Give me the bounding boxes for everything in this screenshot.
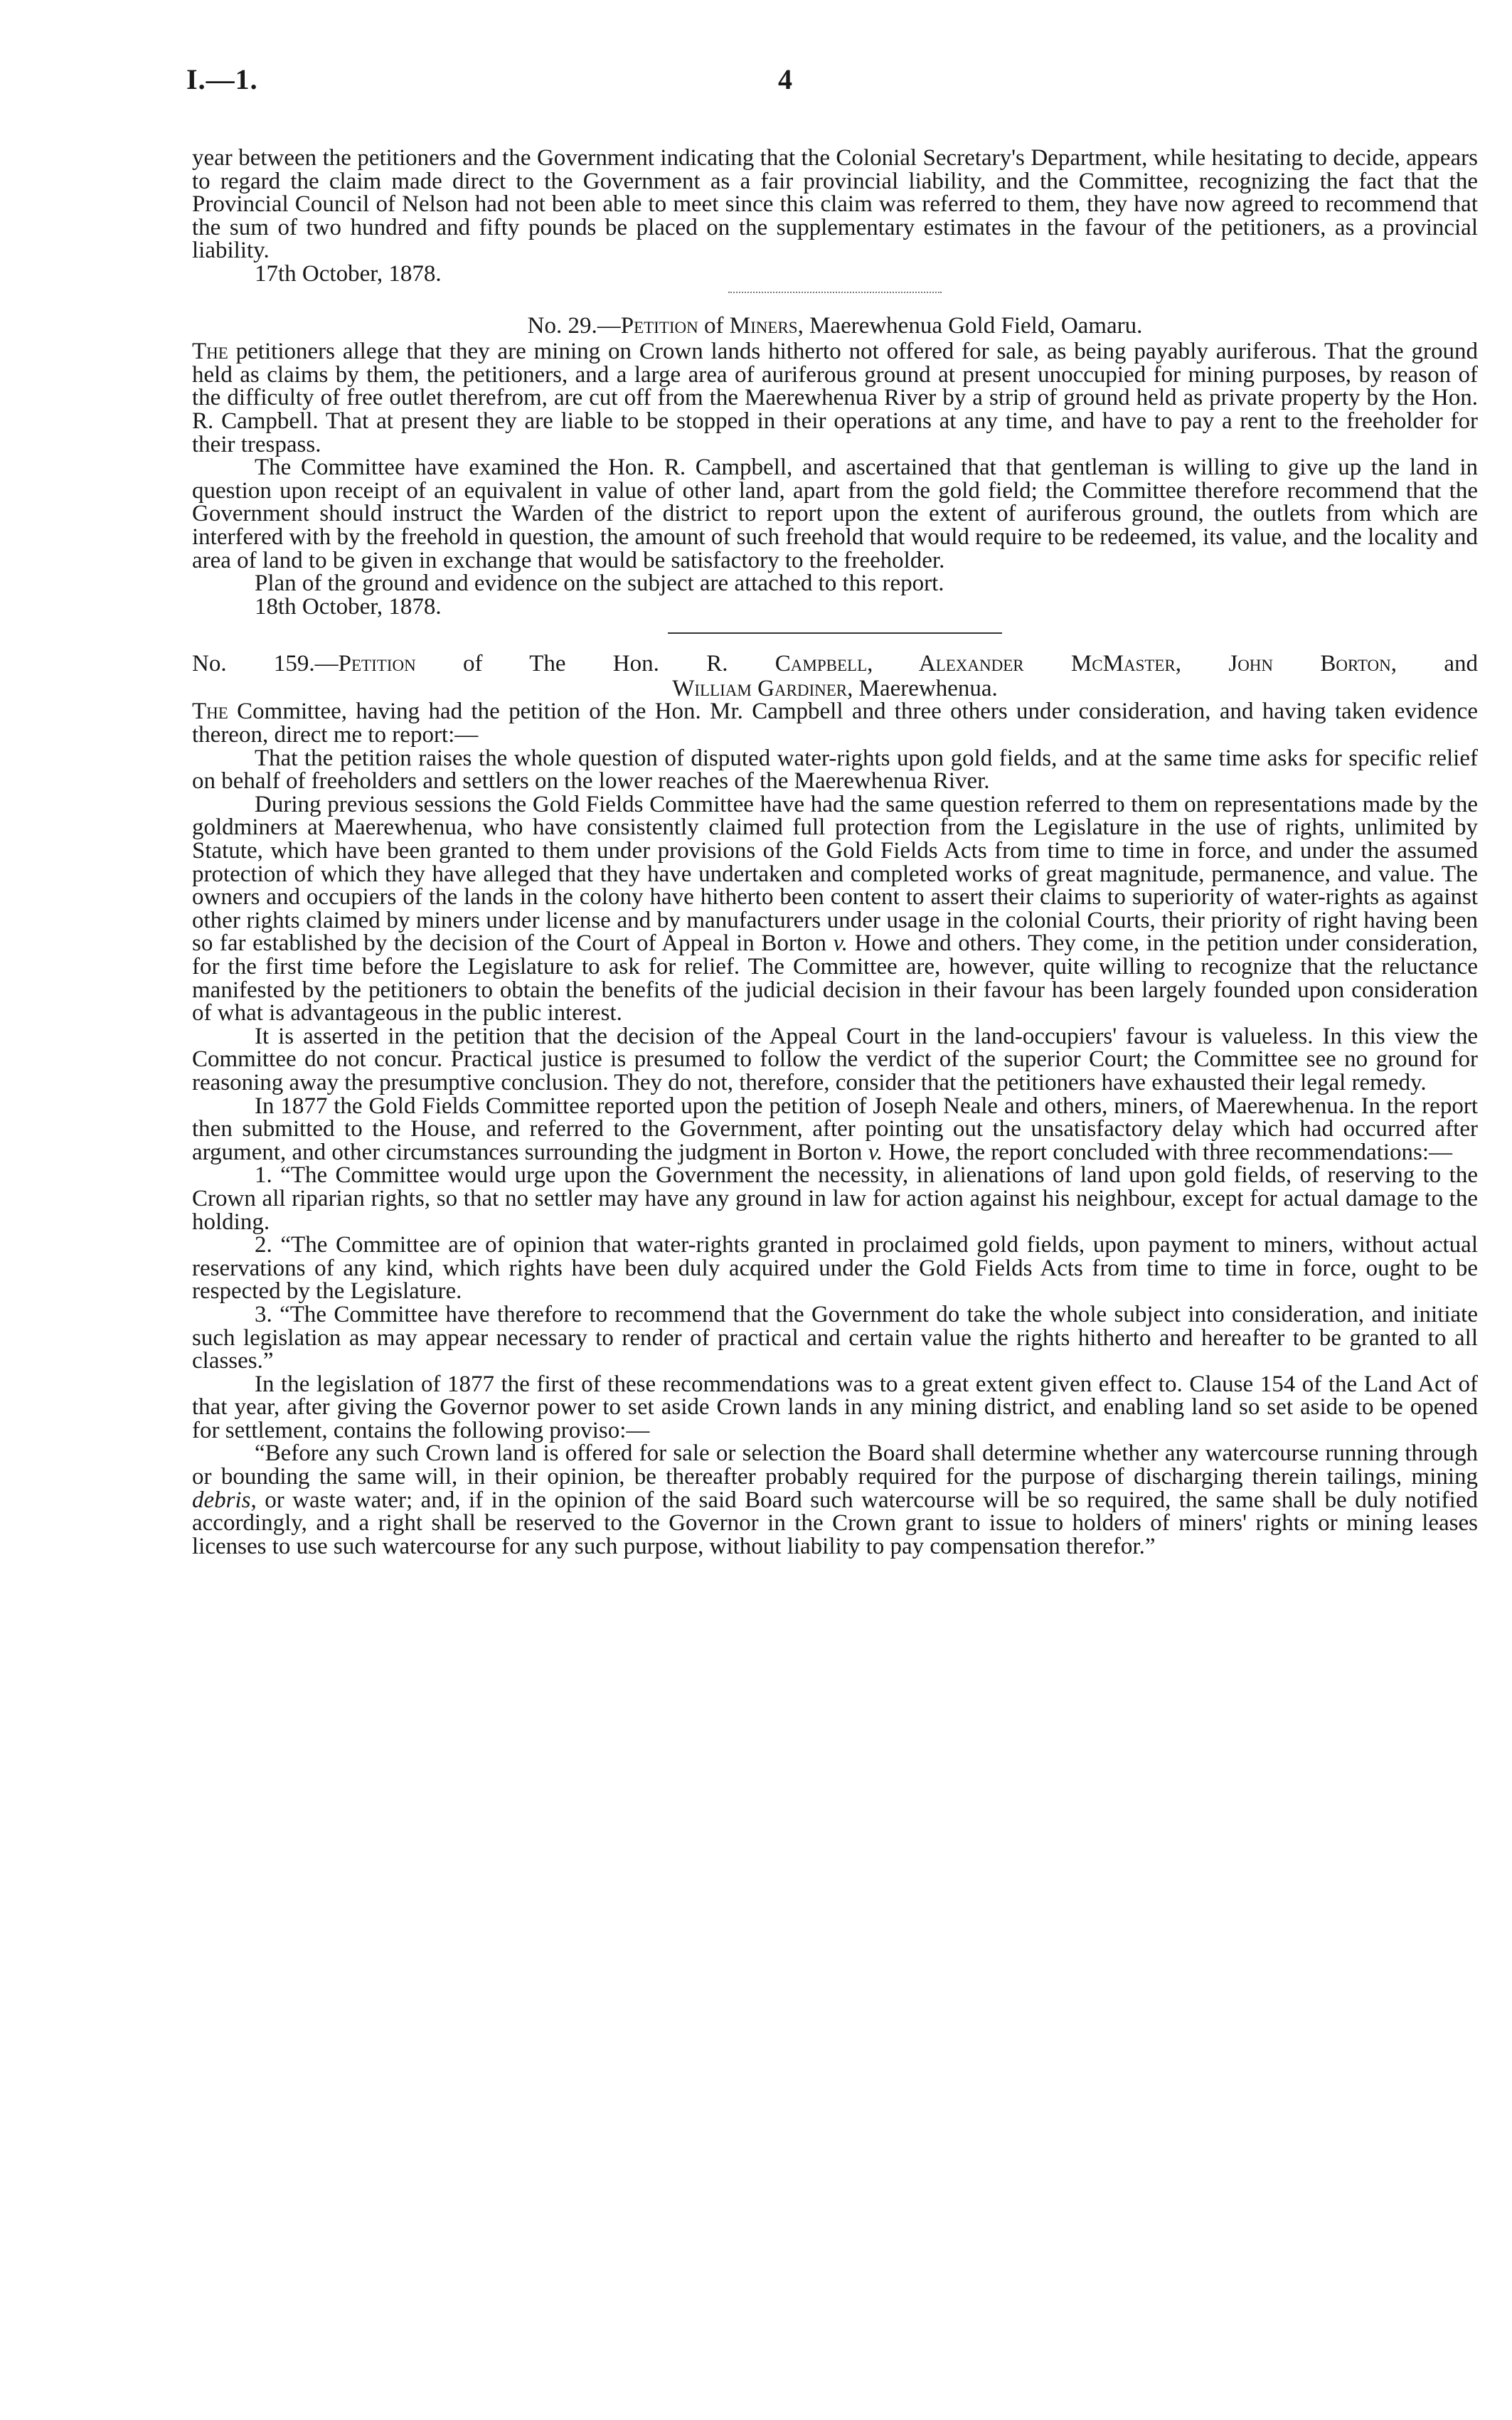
paper-reference: I.—1.: [186, 63, 258, 95]
petition-159-names: R. Campbell, Alexander McMaster, John Borton,: [706, 651, 1397, 677]
dotted-divider: [728, 292, 942, 293]
section-divider: [668, 632, 1002, 634]
petition-159-number: No. 159.—: [192, 651, 339, 677]
petition-29-place: , Maerewhenua Gold Field, Oamaru.: [797, 312, 1143, 339]
recommendation-2: 2. “The Committee are of opinion that water-rights granted in proclaimed gold fields, upon payment to miners, without actual reservations of any kind, which rights have been duly acquired under the Gold Fields Acts from time to time in force, ought to be respected by the Legislature.: [192, 1232, 1478, 1305]
petition-29-date: 18th October, 1878.: [255, 593, 442, 620]
land-act-proviso-quote: “Before any such Crown land is offered for sale or selection the Board shall determine whether any watercourse running through or bounding the same will, in their opinion, be thereafter probably required for the purpose of discharging therein tailings, mining debris, or waste water; and, if in the opinion of the said Board such watercourse will be so required, the same shall be duly notified accordingly, and a right shall be reserved to the Governor in the Crown grant to issue to holders of miners' rights or mining leases licenses to use such watercourse for any such purpose, without liability to pay compensation therefor.”: [192, 1440, 1478, 1559]
petition-159-paragraph-2: That the petition raises the whole question of disputed water-rights upon gold fields, and at the same time asks for specific relief on behalf of freeholders and settlers on the lower reaches of the Maerewhenua River.: [192, 745, 1478, 795]
petition-29-label: Petition: [620, 312, 698, 339]
recommendation-1: 1. “The Committee would urge upon the Government the necessity, in alienations of land upon gold fields, of reserving to the Crown all riparian rights, so that no settler may have any ground in law for action against his neighbour, except for actual damage to the holding.: [192, 1162, 1478, 1235]
petition-159-paragraph-3: During previous sessions the Gold Fields Committee have had the same question referred to them on representations made by the goldminers at Maerewhenua, who have consistently claimed full protection from the Legislature in the use of rights, unlimited by Statute, which have been granted to them under provisions of the Gold Fields Acts from time to time in force, and under the assumed protection of which they have alleged that they have undertaken and completed works of great magnitude, permanence, and value. The owners and occupiers of the lands in the colony have hitherto been content to assert their claims to superiority of water-rights as against other rights claimed by miners under license and by manufacturers under usage in the colonial Courts, their priority of right having been so far established by the decision of the Court of Appeal in Borton v. Howe and others. They come, in the petition under consideration, for the first time before the Legislature to ask for relief. The Committee are, however, quite willing to recognize that the reluctance manifested by the petitioners to obtain the benefits of the judicial decision in their favour has been largely founded upon consideration of what is advantageous in the public interest.: [192, 791, 1478, 1026]
petition-29-number: No. 29.—: [527, 312, 621, 339]
petition-159-paragraph-6: In the legislation of 1877 the first of these recommendations was to a great extent given effect to. Clause 154 of the Land Act of that year, after giving the Governor power to set aside Crown lands in any mining district, and enabling land so set aside to be opened for settlement, contains the following proviso:—: [192, 1371, 1478, 1443]
petition-29-party: Miners: [729, 312, 798, 339]
page-number: 4: [778, 63, 792, 95]
petition-159-paragraph-1: The Committee, having had the petition of the Hon. Mr. Campbell and three others under consideration, and having taken evidence thereon, direct me to report:—: [192, 699, 1478, 748]
petition-159-paragraph-4: It is asserted in the petition that the decision of the Appeal Court in the land-occupiers' favour is valueless. In this view the Committee do not concur. Practical justice is presumed to follow the verdict of the superior Court; the Committee see no ground for reasoning away the presumptive conclusion. They do not, therefore, consider that the petitioners have exhausted their legal remedy.: [192, 1023, 1478, 1095]
petition-29-paragraph-1: The petitioners allege that they are mining on Crown lands hitherto not offered for sale, as being payably auriferous. That the ground held as claims by them, the petitioners, and a large area of auriferous ground at present unoccupied for mining purposes, by reason of the difficulty of free outlet therefrom, are cut off from the Maerewhenua River by a strip of ground held as private property by the Hon. R. Campbell. That at present they are liable to be stopped in their operations at any time, and have to pay a rent to the freeholder for their trespass.: [192, 339, 1478, 457]
petition-159-title-line-2: William Gardiner, Maerewhenua.: [672, 675, 998, 701]
petition-159-title-line-1: No. 159.—Petition of The Hon. R. Campbell, Alexander McMaster, John Borton, and: [192, 651, 1478, 677]
petition-29-paragraph-3: Plan of the ground and evidence on the subject are attached to this report.: [255, 570, 944, 597]
petition-159-paragraph-5: In 1877 the Gold Fields Committee reported upon the petition of Joseph Neale and others, miners, of Maerewhenua. In the report then submitted to the House, and referred to the Government, after pointing out the unsatisfactory delay which had occurred after argument, and other circumstances surrounding the judgment in Borton v. Howe, the report concluded with three recommendations:—: [192, 1093, 1478, 1165]
petition-29-paragraph-2: The Committee have examined the Hon. R. Campbell, and ascertained that that gentleman is willing to give up the land in question upon receipt of an equivalent in value of other land, apart from the gold field; the Committee therefore recommend that the Government should instruct the Warden of the district to report upon the extent of auriferous ground, the outlets from which are interfered with by the freehold in question, the amount of such freehold that would require to be redeemed, its value, and the locality and area of land to be given in exchange that would be satisfactory to the freeholder.: [192, 455, 1478, 573]
continuation-paragraph: year between the petitioners and the Government indicating that the Colonial Secretary's Department, while hesitating to decide, appears to regard the claim made direct to the Government as a fair provincial liability, and the Committee, recognizing the fact that the Provincial Council of Nelson had not been able to meet since this claim was referred to them, they have now agreed to recommend that the sum of two hundred and fifty pounds be placed on the supplementary estimates in the favour of the petitioners, as a provincial liability.: [192, 145, 1478, 264]
petition-29-title: No. 29.—Petition of Miners, Maerewhenua Gold Field, Oamaru.: [527, 312, 1143, 339]
recommendation-3: 3. “The Committee have therefore to recommend that the Government do take the whole subject into consideration, and initiate such legislation as may appear necessary to render of practical and certain value the rights hitherto and hereafter to be granted to all classes.”: [192, 1301, 1478, 1374]
continuation-date: 17th October, 1878.: [255, 260, 442, 287]
document-body: [192, 147, 1478, 1558]
